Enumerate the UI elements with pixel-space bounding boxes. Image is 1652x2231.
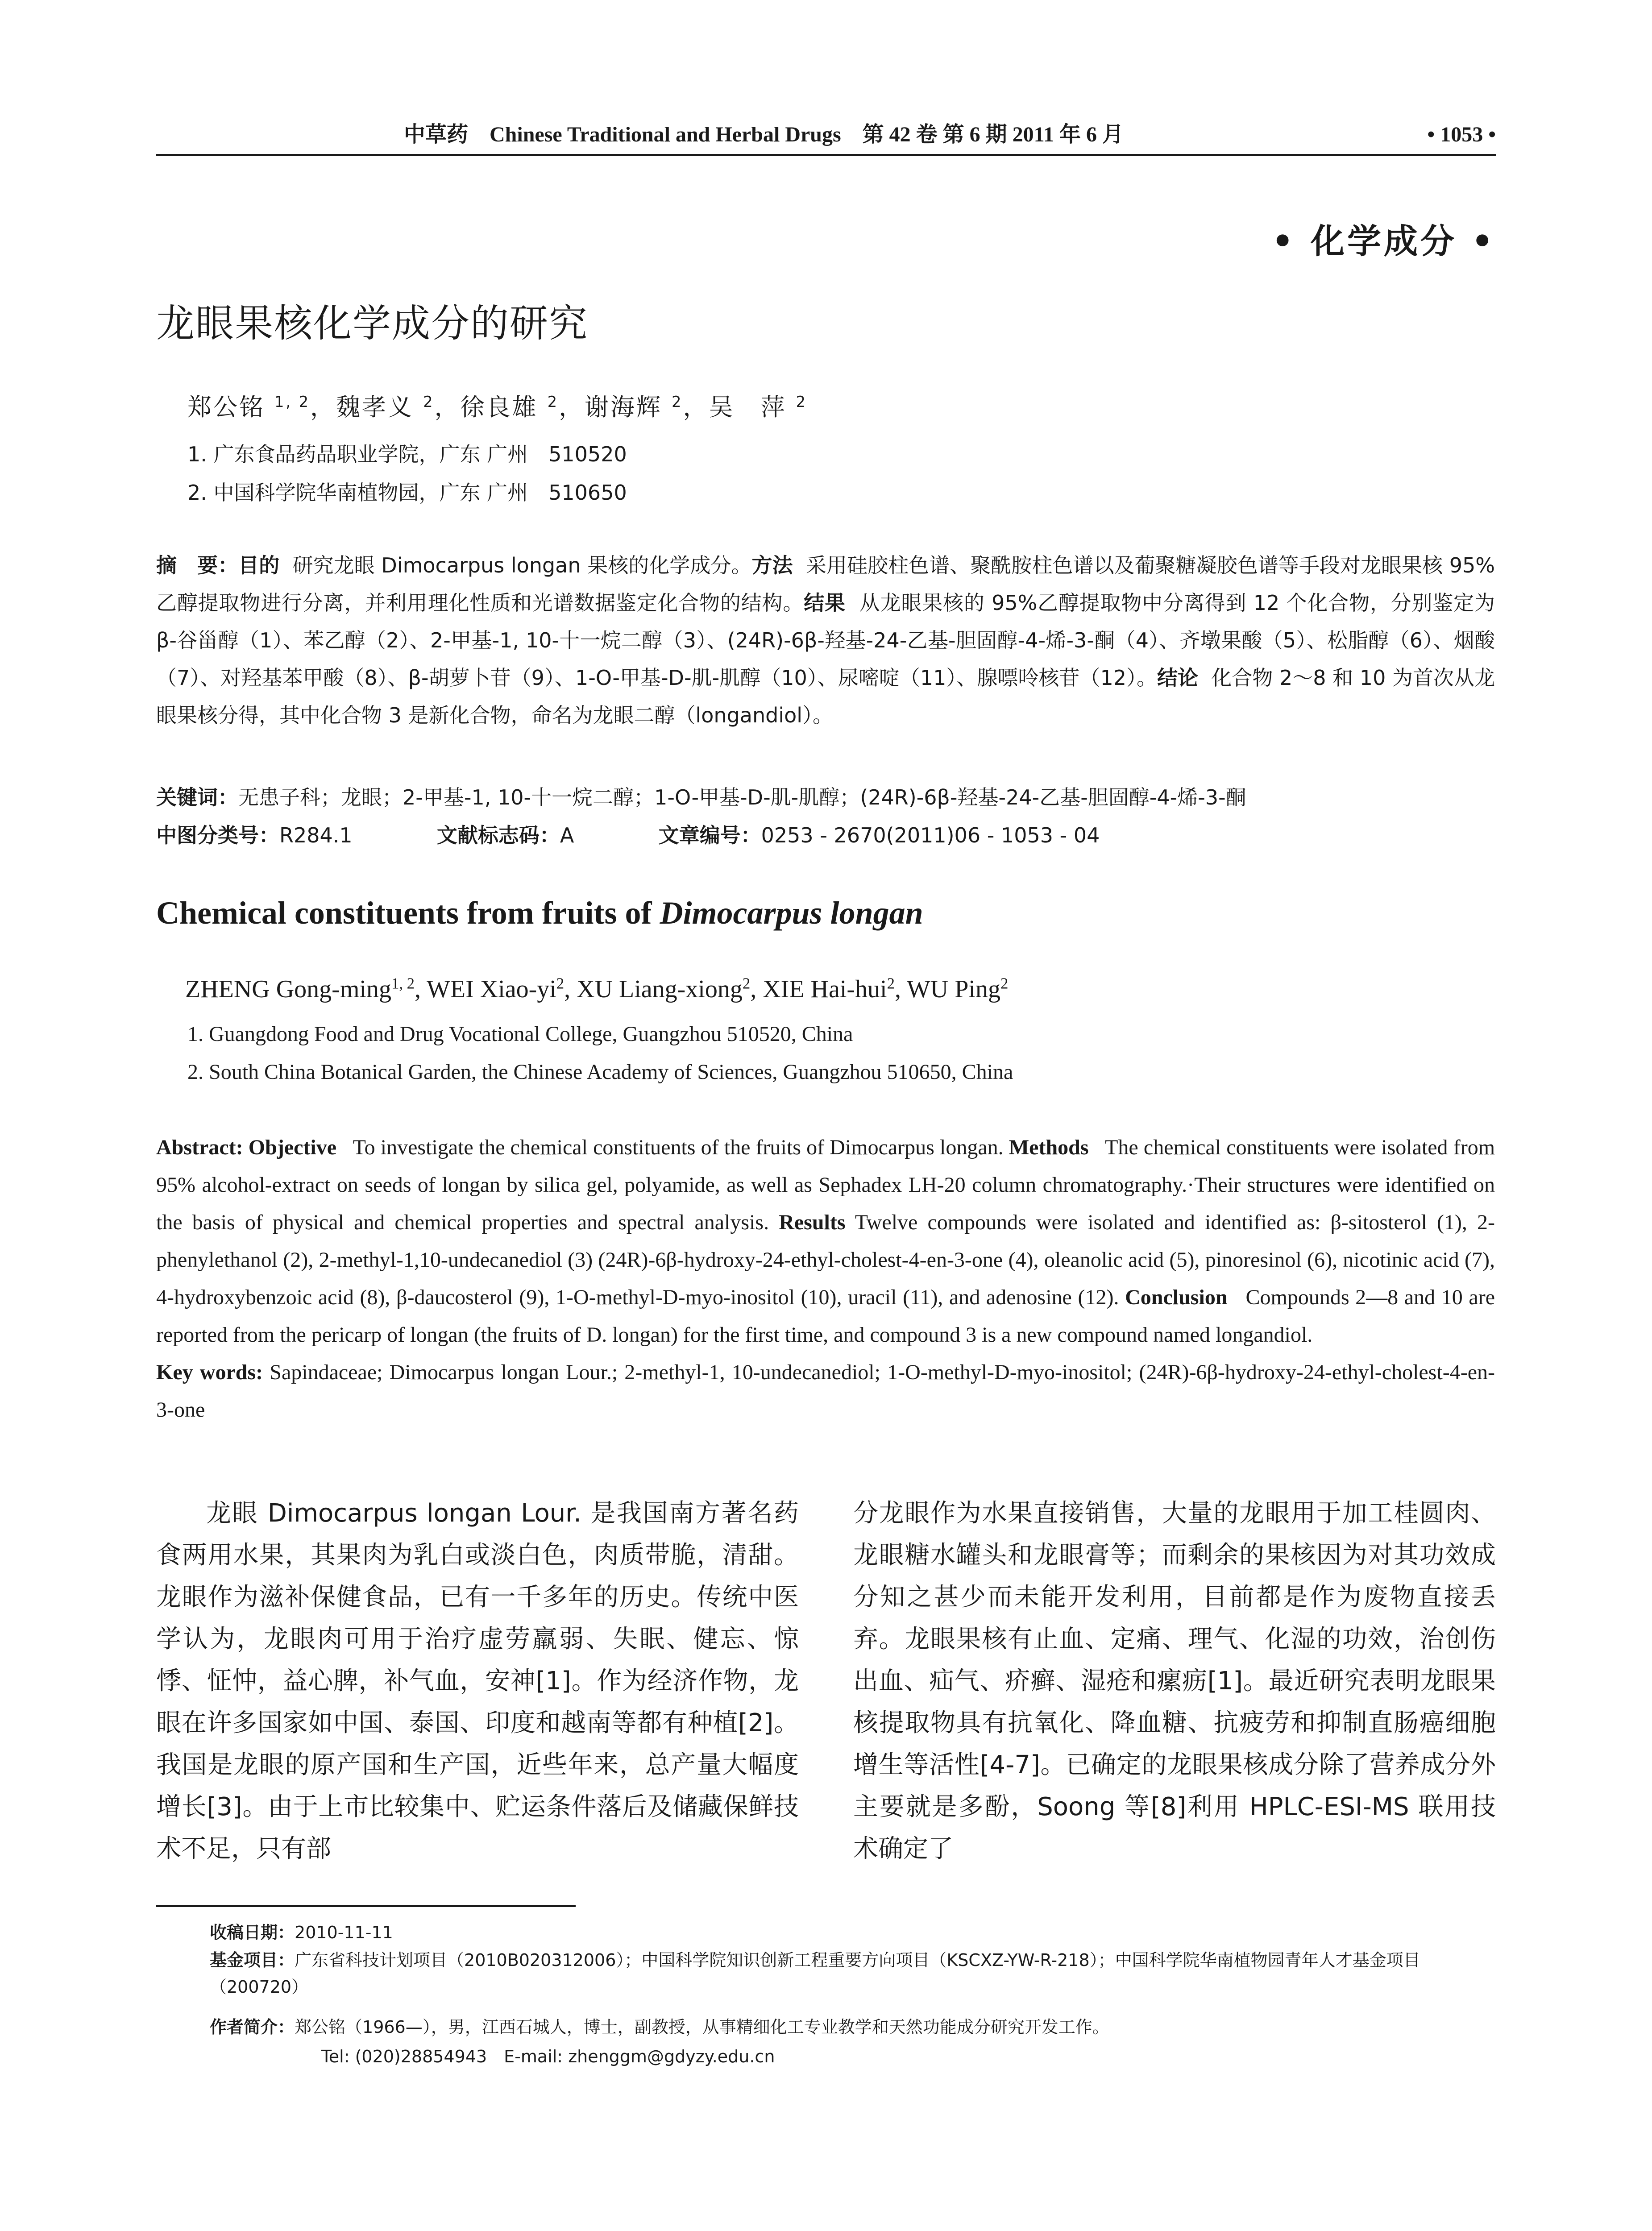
body-right-text: 分龙眼作为水果直接销售，大量的龙眼用于加工桂圆肉、龙眼糖水罐头和龙眼膏等；而剩余的果核因为对其功效成分知之甚少而未能开发利用，目前都是作为废物直接丢弃。龙眼果核有止血、定痛、理气、化湿的功效，治创伤出血、疝气、疥癣、湿疮和瘰疬[1]。最近研究表明龙眼果核提取物具有抗氧化、降血糖、抗疲劳和抑制直肠癌细胞增生等活性[4-7]。已确定的龙眼果核成分除了营养成分外主要就是多酚，Soong 等[8]利用 HPLC-ESI-MS 联用技术确定了 — [853, 1499, 1496, 1863]
doc-code-label: 文献标志码： — [436, 823, 560, 847]
abstract-en — [156, 1129, 1495, 1429]
methods-label-cn: 方法 — [751, 553, 793, 577]
authors-cn — [187, 388, 807, 423]
received-label: 收稿日期： — [210, 1923, 295, 1942]
received-value: 2010-11-11 — [295, 1923, 393, 1942]
body-right-column — [853, 1493, 1496, 1870]
conclusion-label-en: Conclusion — [1125, 1286, 1228, 1309]
authors-en-text: ZHENG Gong-ming$^{1, 2}$, WEI Xiao-$yi^2$, XU Liang-xiong$^2$, XIE Hai-hui$^2$, WU Ping$^2$ — [185, 975, 1009, 1003]
keywords-en-text: Sapindaceae; Dimocarpus longan Lour.; 2-methyl-1, 10-undecanediol; 1-O-methyl-D-myo-inositol; (24R)-6β-hydroxy-24-ethyl-cholest-4-en-3-one — [156, 1360, 1495, 1422]
body-left-text: 龙眼 Dimocarpus longan Lour. 是我国南方著名药食两用水果，其果肉为乳白或淡白色，肉质带脆，清甜。龙眼作为滋补保健食品，已有一千多年的历史。传统中医学认为，龙眼肉可用于治疗虚劳羸弱、失眠、健忘、惊悸、怔忡，益心脾，补气血，安神[1]。作为经济作物，龙眼在许多国家如中国、泰国、印度和越南等都有种植[2]。我国是龙眼的原产国和生产国，近些年来，总产量大幅度增长[3]。由于上市比较集中、贮运条件落后及储藏保鲜技术不足，只有部 — [156, 1499, 799, 1863]
affiliation-en-1: 1. Guangdong Food and Drug Vocational College, Guangzhou 510520, China — [187, 1022, 853, 1046]
footnote-rule — [156, 1905, 576, 1907]
keywords-cn-label: 关键词： — [156, 785, 238, 809]
objective-label-cn: 目的 — [238, 553, 280, 577]
authors-en — [185, 975, 1008, 1004]
article-no-label: 文章编号： — [658, 823, 761, 847]
journal-info: 中草药 Chinese Traditional and Herbal Drugs 第 42 卷 第 6 期 2011 年 6 月 — [404, 123, 1124, 146]
section-label: • 化学成分 • — [1271, 221, 1496, 261]
conclusion-label-cn: 结论 — [1157, 666, 1199, 690]
footnote-received — [210, 1919, 393, 1943]
abstract-cn-label: 摘 要： — [156, 553, 239, 577]
clc-value: R284.1 — [279, 823, 353, 847]
abstract-en-label: Abstract: Objective — [156, 1136, 337, 1159]
footnote-author — [210, 2013, 1109, 2038]
methods-en: The chemical constituents were isolated from 95% alcohol-extract on seeds of longan by silica gel, polyamide, as well as Sephadex LH-20 column chromatography.·Their structures were identified on the basis of physical and chemical properties and spectral analysis. — [156, 1136, 1495, 1234]
page-title-en — [156, 895, 923, 932]
affiliation-cn-1: 1. 广东食品药品职业学院，广东 广州 510520 — [187, 442, 627, 466]
page-number: • 1053 • — [1427, 123, 1496, 146]
results-cn: 从龙眼果核的 95%乙醇提取物中分离得到 12 个化合物，分别鉴定为 β-谷甾醇（1）、苯乙醇（2）、2-甲基-1, 10-十一烷二醇（3）、(24R)-6β-羟基-24-乙基-胆固醇-4-烯-3-酮（4）、齐墩果酸（5）、松脂醇（6）、烟酸（7）、对羟基苯甲酸（8）、β-胡萝卜苷（9）、1-O-甲基-D-肌-肌醇（10）、尿嘧啶（11）、腺嘌呤核苷（12）。 — [156, 591, 1495, 690]
results-label-en: Results — [779, 1211, 846, 1234]
author-bio-value: 郑公铭（1966—），男，江西石城人，博士，副教授，从事精细化工专业教学和天然功能成分研究开发工作。 — [295, 2017, 1109, 2037]
authors-cn-text: 郑公铭 $^{1, 2}$，魏孝义 $^2$，徐良雄 $^2$，谢海辉 $^2$，吴 萍 $^2$ — [187, 393, 807, 421]
conclusion-en: Compounds 2—8 and 10 are reported from the pericarp of longan (the fruits of D. longan) for the first time, and compound 3 is a new compound named longandiol. — [156, 1286, 1495, 1347]
keywords-cn-text: 无患子科；龙眼；2-甲基-1, 10-十一烷二醇；1-O-甲基-D-肌-肌醇；(24R)-6β-羟基-24-乙基-胆固醇-4-烯-3-酮 — [238, 785, 1246, 809]
abstract-cn — [156, 547, 1495, 734]
clc-label: 中图分类号： — [156, 823, 279, 847]
methods-cn: 采用硅胶柱色谱、聚酰胺柱色谱以及葡聚糖凝胶色谱等手段对龙眼果核 95%乙醇提取物进行分离，并利用理化性质和光谱数据鉴定化合物的结构。 — [156, 553, 1495, 615]
affiliation-cn-2: 2. 中国科学院华南植物园，广东 广州 510650 — [187, 481, 627, 505]
page-title-cn: 龙眼果核化学成分的研究 — [156, 301, 588, 346]
fund-label: 基金项目： — [210, 1950, 295, 1970]
author-bio-label: 作者简介： — [210, 2017, 295, 2037]
doc-code-value: A — [560, 823, 574, 847]
article-no-value: 0253 - 2670(2011)06 - 1053 - 04 — [761, 823, 1100, 847]
footnote-contact: Tel: (020)28854943 E-mail: zhenggm@gdyzy.edu.cn — [321, 2047, 775, 2066]
objective-cn: 研究龙眼 Dimocarpus longan 果核的化学成分。 — [292, 553, 752, 577]
keywords-cn — [156, 779, 1495, 816]
affiliation-en-2: 2. South China Botanical Garden, the Chinese Academy of Sciences, Guangzhou 510650, China — [187, 1060, 1013, 1084]
results-en: Twelve compounds were isolated and identified as: β-sitosterol (1), 2-phenylethanol (2), 2-methyl-1,10-undecanediol (3) (24R)-6β-hydroxy-24-ethyl-cholest-4-en-3-one (4), oleanolic acid (5), pinoresinol (6), nicotinic acid (7), 4-hydroxybenzoic acid (8), β-daucosterol (9), 1-O-methyl-D-myo-inositol (10), uracil (11), and adenosine (12). — [156, 1211, 1495, 1309]
body-left-column — [156, 1493, 799, 1870]
footnote-fund — [210, 1947, 1495, 2000]
title-en-italic: Dimocarpus longan — [660, 895, 923, 931]
classification-line — [156, 817, 1495, 854]
header-rule — [156, 154, 1496, 156]
methods-label-en: Methods — [1009, 1136, 1089, 1159]
conclusion-cn: 化合物 2～8 和 10 为首次从龙眼果核分得，其中化合物 3 是新化合物，命名为龙眼二醇（longandiol）。 — [156, 666, 1495, 727]
title-en-plain: Chemical constituents from fruits of — [156, 895, 660, 931]
keywords-en-label: Key words: — [156, 1360, 263, 1384]
fund-value: 广东省科技计划项目（2010B020312006）；中国科学院知识创新工程重要方向项目（KSCXZ-YW-R-218）；中国科学院华南植物园青年人才基金项目（200720） — [210, 1950, 1420, 1997]
running-header — [0, 117, 1652, 153]
objective-en: To investigate the chemical constituents of the fruits of Dimocarpus longan. — [353, 1136, 1004, 1159]
results-label-cn: 结果 — [804, 591, 846, 615]
